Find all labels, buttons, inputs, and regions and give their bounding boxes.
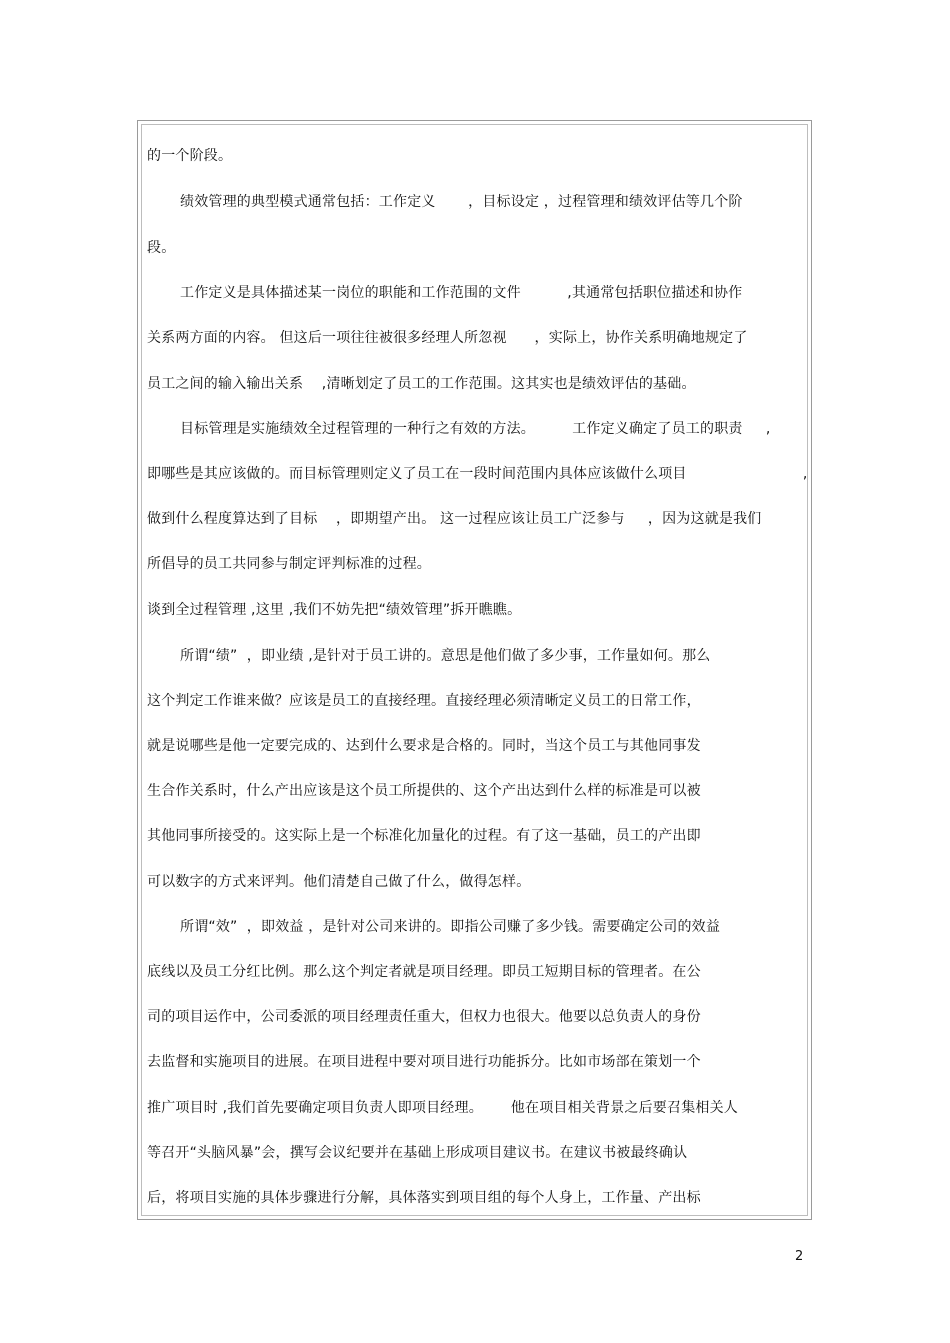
text-line: 目标管理是实施绩效全过程管理的一种行之有效的方法。 工作定义确定了员工的职责 , (180, 421, 771, 437)
text-line: 生合作关系时，什么产出应该是这个员工所提供的、这个产出达到什么样的标准是可以被 (147, 783, 701, 799)
text-line: 即哪些是其应该做的。而目标管理则定义了员工在一段时间范围内具体应该做什么项目 , (147, 466, 808, 482)
text-line: 去监督和实施项目的进展。在项目进程中要对项目进行功能拆分。比如市场部在策划一个 (147, 1054, 701, 1070)
text-line: 所谓“效” ，即效益 ，是针对公司来讲的。即指公司赚了多少钱。需要确定公司的效益 (180, 919, 721, 935)
text-line: 做到什么程度算达到了目标 ，即期望产出。 这一过程应该让员工广泛参与 ，因为这就是我们 (147, 511, 762, 527)
page-number: 2 (795, 1249, 804, 1264)
text-line: 谈到全过程管理 ,这里 ,我们不妨先把“绩效管理”拆开瞧瞧。 (147, 602, 522, 618)
text-line: 就是说哪些是他一定要完成的、达到什么要求是合格的。同时，当这个员工与其他同事发 (147, 738, 701, 754)
text-line: 的一个阶段。 (147, 148, 233, 164)
text-line: 等召开“头脑风暴”会，撰写会议纪要并在基础上形成项目建议书。在建议书被最终确认 (147, 1145, 688, 1161)
text-line: 司的项目运作中，公司委派的项目经理责任重大，但权力也很大。他要以总负责人的身份 (147, 1009, 701, 1025)
text-line: 底线以及员工分红比例。那么这个判定者就是项目经理。即员工短期目标的管理者。在公 (147, 964, 701, 980)
text-line: 段。 (147, 240, 176, 256)
text-line: 关系两方面的内容。 但这后一项往往被很多经理人所忽视 ，实际上，协作关系明确地规定了 (147, 330, 748, 346)
text-line: 这个判定工作谁来做？应该是员工的直接经理。直接经理必须清晰定义员工的日常工作， (147, 693, 701, 709)
text-line: 员工之间的输入输出关系 ,清晰划定了员工的工作范围。这其实也是绩效评估的基础。 (147, 376, 696, 392)
text-line: 绩效管理的典型模式通常包括：工作定义 ，目标设定 ，过程管理和绩效评估等几个阶 (180, 194, 743, 210)
text-line: 所倡导的员工共同参与制定评判标准的过程。 (147, 556, 431, 572)
text-line: 可以数字的方式来评判。他们清楚自己做了什么，做得怎样。 (147, 874, 531, 890)
text-line: 其他同事所接受的。这实际上是一个标准化加量化的过程。有了这一基础，员工的产出即 (147, 828, 701, 844)
text-line: 推广项目时 ,我们首先要确定项目负责人即项目经理。 他在项目相关背景之后要召集相关人 (147, 1100, 738, 1116)
text-line: 后，将项目实施的具体步骤进行分解，具体落实到项目组的每个人身上，工作量、产出标 (147, 1190, 701, 1206)
text-line: 工作定义是具体描述某一岗位的职能和工作范围的文件 ,其通常包括职位描述和协作 (180, 285, 743, 301)
text-line: 所谓“绩” ，即业绩 ,是针对于员工讲的。意思是他们做了多少事，工作量如何。那么 (180, 648, 711, 664)
